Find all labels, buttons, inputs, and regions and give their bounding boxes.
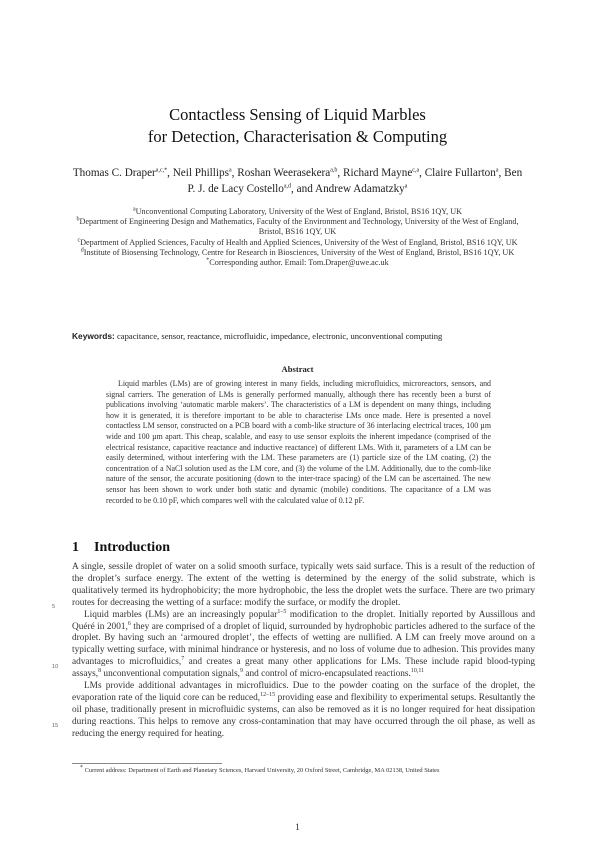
citation: 12–15 bbox=[260, 691, 276, 698]
author: Andrew Adamatzky$^a$ bbox=[314, 183, 408, 195]
footnote: * Current address: Department of Earth and Planetary Sciences, Harvard University, 20 Oxford Street, Cambridge, MA 02138, United States bbox=[80, 764, 440, 774]
citation: 9 bbox=[240, 668, 244, 675]
paragraph: LMs provide additional advantages in microfluidics. Due to the powder coating on the surface of the droplet, the evaporation rate of the liquid core can be reduced,$^{12-15}$ providing ease and flexibility to experimental setups. Resultantly the oil phase, traditionally present in microfluidic systems, can also be removed as it is no longer required for heat dissipation during reactions. This helps to remove any cross-contamination that may have occurred through the oil phase, as well as reducing the energy required for heating. bbox=[72, 681, 535, 739]
title-line-2: for Detection, Characterisation & Computing bbox=[147, 127, 448, 146]
paragraph: A single, sessile droplet of water on a solid smooth surface, typically wets said surface. This is a result of the reduction of the droplet’s surface energy. The extent of the wetting is determined by the energy of the solid substrate, which is qualitatively termed its hydrophobicity; the more hydrophobic, the less the droplet wets the surface. There are two primary routes for decreasing the wetting of a surface: modify the surface, or modify the droplet. bbox=[72, 562, 535, 608]
author: Neil Phillips$^a$, bbox=[172, 167, 238, 179]
affiliation: $^d$Institute of Biosensing Technology, Centre for Research in Biosciences, University of the West of England, Bristol, BS16 1QY, UK bbox=[80, 247, 515, 257]
author-list bbox=[70, 165, 525, 197]
line-number: 10 bbox=[52, 664, 59, 670]
section-heading bbox=[72, 540, 170, 556]
title-line-1: Contactless Sensing of Liquid Marbles bbox=[169, 105, 426, 124]
introduction-body bbox=[72, 562, 535, 741]
affiliation: $^a$Unconventional Computing Laboratory, University of the West of England, Bristol, BS16 1QY, UK bbox=[132, 206, 463, 216]
citation: 6 bbox=[127, 620, 131, 627]
citation: 1–5 bbox=[277, 608, 287, 615]
citation: 8 bbox=[98, 668, 102, 675]
page-number: 1 bbox=[295, 822, 300, 832]
paper-title bbox=[0, 104, 595, 148]
line-number: 15 bbox=[52, 723, 59, 729]
author: Roshan Weerasekera$^{a,b}$, bbox=[237, 167, 344, 179]
citation: 10,11 bbox=[410, 668, 425, 675]
footnote-rule bbox=[72, 763, 222, 764]
affiliations bbox=[72, 207, 523, 268]
paragraph: Liquid marbles (LMs) are an increasingly popular$^{1-5}$ modification to the droplet. Initially reported by Aussillous and Quéré in 2001,$^6$ they are comprised of a droplet of liquid, surrounded by hydrophobic particles adhered to the surface of the droplet. By having such an ‘armoured droplet’, the effects of wetting are nullified. A LM can freely move around on a typically wetting surface, with minimal hindrance or hysteresis, and no loss of volume due to adhesion. This provides many advantages to microfluidics,$^7$ and creates a great many other applications for LMs. These include rapid blood-typing assays,$^8$ unconventional computation signals,$^9$ and control of micro-encapsulated reactions.$^{10,11}$ bbox=[72, 608, 535, 680]
abstract-text: Liquid marbles (LMs) are of growing interest in many fields, including microfluidics, microreactors, sensors, and signal carriers. The generation of LMs is generally performed manually, although there has recently been a burst of publications involving ‘automatic marble makers’. The characteristics of a LM is dependent on many things, including how it is generated, it is therefore important to be able to characterise LMs once made. Here is presented a novel contactless LM sensor, constructed on a PCB board with a comb-like structure of 36 interlacing electrical traces, 100 µm wide and 100 µm apart. This cheap, scalable, and easy to use sensor exploits the inherent impedance (comprised of the electrical resistance, capacitive reactance and inductive reactance) of different LMs. With it, parameters of a LM can be easily determined, without interfering with the LM. These parameters are (1) particle size of the LM coating, (2) the concentration of a NaCl solution used as the LM core, and (3) the volume of the LM. Additionally, due to the comb-like nature of the sensor, the accurate positioning (down to the inter-trace spacing) of the LM can be ascertained. The new sensor has been shown to work under both static and dynamic (mobile) conditions. The capacitance of a LM was recorded to be 0.10 pF, which compares well with the calculated value of 0.12 pF. bbox=[106, 379, 491, 505]
keywords-text: capacitance, sensor, reactance, microfluidic, impedance, electronic, unconventional computing bbox=[116, 331, 443, 341]
affiliation: $^c$Department of Applied Sciences, Faculty of Health and Applied Sciences, University of the West of England, Bristol, BS16 1QY, UK bbox=[77, 236, 518, 247]
section-number: 1 bbox=[72, 540, 79, 555]
author: Ben P. J. de Lacy Costello$^{a,d}$, and bbox=[187, 167, 523, 195]
abstract-heading: Abstract bbox=[281, 364, 314, 374]
author: Thomas C. Draper$^{a,c,*}$, bbox=[72, 167, 173, 179]
keywords bbox=[72, 331, 535, 341]
corresponding-author: *Corresponding author. Email: Tom.Draper@uwe.ac.uk bbox=[206, 257, 389, 268]
section-title: Introduction bbox=[94, 540, 170, 555]
author: Richard Mayne$^{c,a}$, bbox=[343, 167, 425, 179]
keywords-label: Keywords: bbox=[72, 331, 115, 341]
line-number: 5 bbox=[52, 604, 56, 610]
author: Claire Fullarton$^a$, bbox=[424, 167, 505, 179]
citation: 7 bbox=[181, 656, 185, 663]
affiliation: $^b$Department of Engineering Design and Mathematics, Faculty of the Environment and Technology, University of the West of England, Bristol, BS16 1QY, UK bbox=[76, 216, 519, 237]
